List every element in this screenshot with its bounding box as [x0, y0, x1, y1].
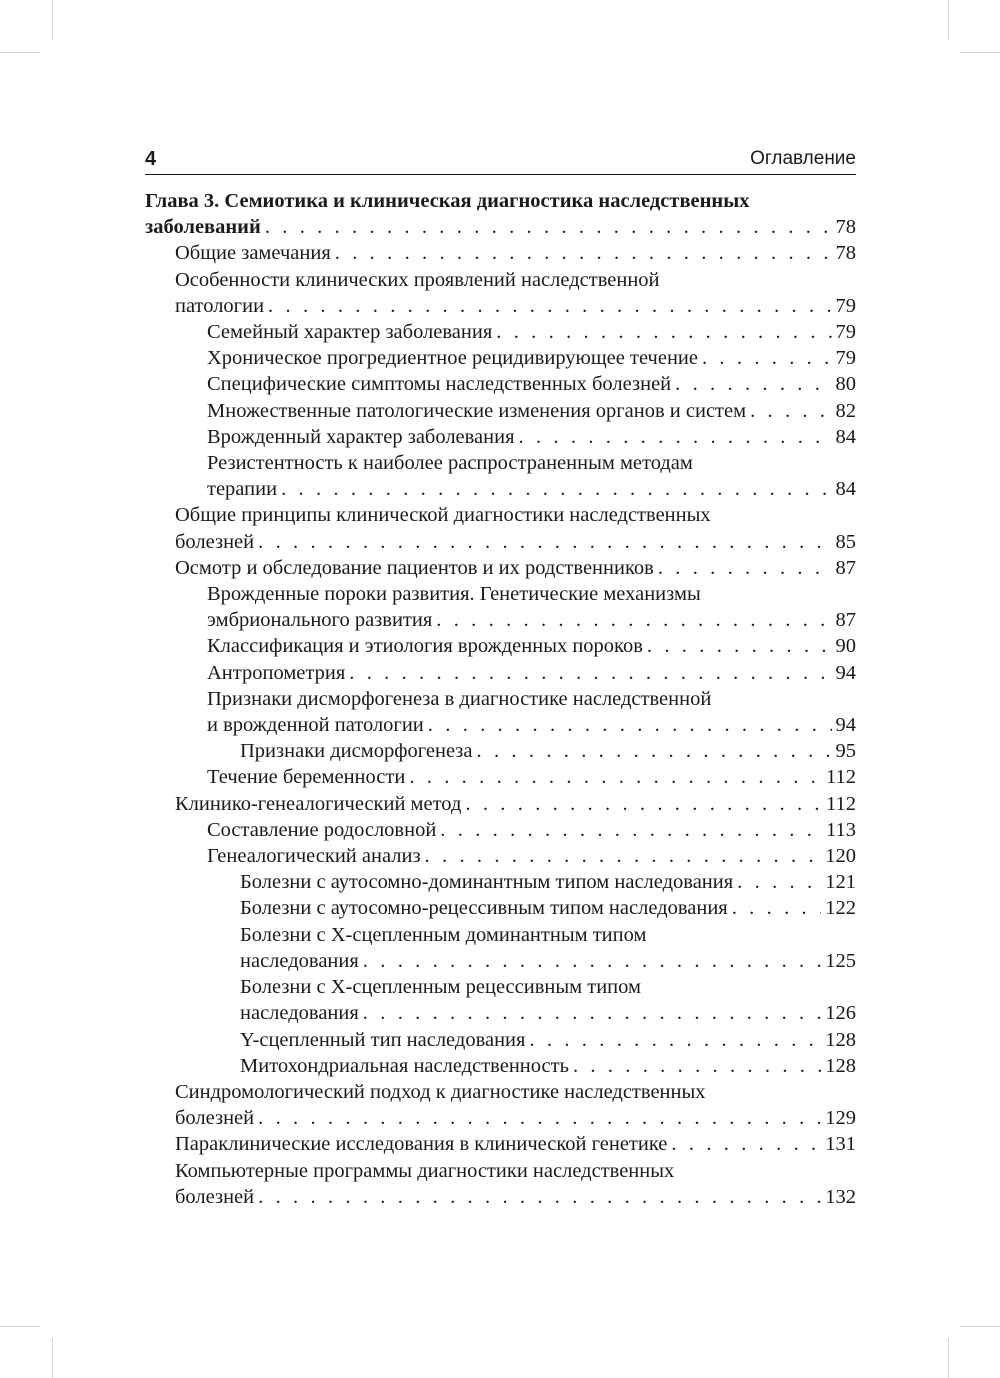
- toc-page-number: 126: [825, 1002, 856, 1025]
- running-title: Оглавление: [750, 148, 856, 169]
- dot-leader: [737, 869, 821, 895]
- toc-line: [240, 1027, 856, 1053]
- toc-line: [207, 686, 856, 712]
- toc-entry: [145, 1158, 856, 1210]
- toc-line: [207, 607, 856, 633]
- toc-page-number: 129: [825, 1107, 856, 1130]
- toc-entry-title: Болезни с Х-сцепленным доминантным типом: [240, 923, 647, 946]
- dot-leader: [425, 843, 822, 869]
- toc-entry: [145, 686, 856, 738]
- toc-entry: [145, 660, 856, 686]
- toc-entry: [145, 1027, 856, 1053]
- dot-leader: [268, 293, 831, 319]
- crop-mark: [0, 52, 40, 53]
- dot-leader: [436, 607, 831, 633]
- toc-line: [175, 502, 856, 528]
- toc-entry-title: Течение беременности: [207, 766, 406, 789]
- toc-entry-title: Митохондриальная наследственность: [240, 1054, 569, 1077]
- toc-page-number: 131: [825, 1133, 856, 1156]
- toc-line: [240, 1000, 856, 1026]
- dot-leader: [409, 764, 822, 790]
- dot-leader: [658, 555, 832, 581]
- dot-leader: [258, 529, 831, 555]
- toc-entry-title: Врожденный характер заболевания: [207, 425, 515, 448]
- toc-page-number: 85: [835, 530, 856, 553]
- toc-entry-title: терапии: [207, 478, 278, 501]
- toc-entry-title: Общие принципы клинической диагностики наследственных: [175, 504, 711, 527]
- toc-entry: [145, 345, 856, 371]
- toc-entry-title: Болезни с Х-сцепленным рецессивным типом: [240, 976, 641, 999]
- toc-entry: [145, 895, 856, 921]
- toc-entry: [145, 371, 856, 397]
- toc-line: [240, 1053, 856, 1079]
- toc-page-number: 79: [835, 347, 856, 370]
- toc-page-number: 113: [826, 818, 856, 841]
- toc-line: [207, 476, 856, 502]
- toc-entry-title: Врожденные пороки развития. Генетические механизмы: [207, 583, 701, 606]
- toc-entry-title: болезней: [175, 1185, 255, 1208]
- toc-line: [175, 1131, 856, 1157]
- toc-entry-title: Специфические симптомы наследственных болезней: [207, 373, 672, 396]
- toc-page-number: 132: [825, 1185, 856, 1208]
- toc-entry-title: Болезни с аутосомно-доминантным типом наследования: [240, 871, 734, 894]
- crop-mark: [960, 52, 1000, 53]
- toc-page-number: 112: [826, 792, 856, 815]
- toc-line: [207, 660, 856, 686]
- toc-entry-title: Клинико-генеалогический метод: [175, 792, 462, 815]
- toc-line: [207, 345, 856, 371]
- toc-line: [207, 450, 856, 476]
- dot-leader: [335, 240, 832, 266]
- toc-entry: [145, 424, 856, 450]
- dot-leader: [265, 214, 832, 240]
- toc-line: [175, 267, 856, 293]
- toc-entry: [145, 974, 856, 1026]
- crop-mark: [52, 1338, 53, 1378]
- crop-mark: [52, 0, 53, 40]
- dot-leader: [349, 660, 831, 686]
- toc-entry-title: Болезни с аутосомно-рецессивным типом наследования: [240, 897, 728, 920]
- toc-entry-title: Параклинические исследования в клинической генетике: [175, 1133, 668, 1156]
- dot-leader: [675, 371, 831, 397]
- toc-page-number: 80: [835, 373, 856, 396]
- dot-leader: [477, 738, 832, 764]
- toc-entry-title: Семейный характер заболевания: [207, 321, 493, 344]
- toc-entry-title: Особенности клинических проявлений наследственной: [175, 268, 660, 291]
- toc-line: [145, 188, 856, 214]
- toc-line: [207, 843, 856, 869]
- toc-entry: [145, 817, 856, 843]
- toc-line: [240, 869, 856, 895]
- toc-entry: [145, 398, 856, 424]
- toc-line: [175, 555, 856, 581]
- toc-entry: [145, 843, 856, 869]
- toc-entry: [145, 319, 856, 345]
- toc-line: [207, 633, 856, 659]
- toc-line: [207, 398, 856, 424]
- toc-entry-title: патологии: [175, 294, 265, 317]
- toc-line: [207, 712, 856, 738]
- table-of-contents: [145, 188, 856, 1210]
- toc-entry: [145, 267, 856, 319]
- toc-page-number: 79: [835, 321, 856, 344]
- toc-entry-title: Осмотр и обследование пациентов и их родственников: [175, 556, 654, 579]
- toc-line: [207, 424, 856, 450]
- toc-entry-title: наследования: [240, 949, 359, 972]
- toc-entry: [145, 869, 856, 895]
- page-header: [145, 148, 856, 175]
- toc-entry: [145, 738, 856, 764]
- dot-leader: [258, 1105, 821, 1131]
- dot-leader: [363, 948, 821, 974]
- toc-entry-title: Антропометрия: [207, 661, 346, 684]
- toc-line: [175, 529, 856, 555]
- toc-entry-title: Резистентность к наиболее распространенным методам: [207, 452, 693, 475]
- dot-leader: [440, 817, 822, 843]
- toc-chapter: [145, 188, 856, 240]
- dot-leader: [732, 895, 822, 921]
- toc-entry-title: Признаки дисморфогенеза в диагностике наследственной: [207, 687, 712, 710]
- toc-line: [175, 293, 856, 319]
- toc-entry: [145, 502, 856, 554]
- toc-page-number: 128: [825, 1028, 856, 1051]
- toc-line: [240, 922, 856, 948]
- toc-page-number: 122: [825, 897, 856, 920]
- toc-line: [175, 1079, 856, 1105]
- toc-page-number: 84: [835, 425, 856, 448]
- dot-leader: [671, 1131, 821, 1157]
- toc-line: [175, 791, 856, 817]
- toc-page-number: 94: [835, 714, 856, 737]
- toc-entry-title: эмбрионального развития: [207, 609, 433, 632]
- toc-line: [240, 895, 856, 921]
- toc-entry-title: Хроническое прогредиентное рецидивирующее течение: [207, 347, 698, 370]
- dot-leader: [258, 1184, 821, 1210]
- toc-entry: [145, 450, 856, 502]
- toc-entry: [145, 1079, 856, 1131]
- toc-page-number: 94: [835, 661, 856, 684]
- dot-leader: [281, 476, 831, 502]
- crop-mark: [948, 1338, 949, 1378]
- toc-entry-title: заболеваний: [145, 216, 261, 239]
- dot-leader: [519, 424, 832, 450]
- toc-entry-title: Признаки дисморфогенеза: [240, 740, 473, 763]
- toc-page-number: 87: [835, 556, 856, 579]
- toc-line: [175, 240, 856, 266]
- toc-entry-title: болезней: [175, 1107, 255, 1130]
- toc-entry-title: Составление родословной: [207, 818, 437, 841]
- toc-entry-title: Множественные патологические изменения органов и систем: [207, 399, 747, 422]
- toc-entry-title: Глава 3. Семиотика и клиническая диагностика наследственных: [145, 190, 750, 212]
- toc-line: [207, 319, 856, 345]
- toc-entry: [145, 1131, 856, 1157]
- toc-page-number: 78: [835, 242, 856, 265]
- toc-entry: [145, 1053, 856, 1079]
- toc-line: [207, 581, 856, 607]
- page-number: 4: [145, 148, 157, 170]
- toc-line: [207, 371, 856, 397]
- toc-entry-title: Y-сцепленный тип наследования: [240, 1028, 526, 1051]
- toc-entry: [145, 581, 856, 633]
- toc-entry-title: Синдромологический подход к диагностике наследственных: [175, 1080, 706, 1103]
- toc-line: [240, 974, 856, 1000]
- toc-line: [175, 1105, 856, 1131]
- toc-page-number: 90: [835, 635, 856, 658]
- toc-line: [240, 738, 856, 764]
- crop-mark: [0, 1326, 40, 1327]
- crop-mark: [960, 1326, 1000, 1327]
- toc-line: [207, 817, 856, 843]
- toc-line: [145, 214, 856, 240]
- dot-leader: [465, 791, 822, 817]
- dot-leader: [647, 633, 832, 659]
- toc-page-number: 95: [835, 740, 856, 763]
- toc-entry-title: болезней: [175, 530, 255, 553]
- toc-page-number: 84: [835, 478, 856, 501]
- dot-leader: [750, 398, 831, 424]
- toc-page-number: 125: [825, 949, 856, 972]
- toc-entry: [145, 555, 856, 581]
- toc-entry: [145, 791, 856, 817]
- dot-leader: [529, 1027, 821, 1053]
- toc-page-number: 78: [835, 216, 856, 239]
- toc-page-number: 112: [826, 766, 856, 789]
- toc-page-number: 79: [835, 294, 856, 317]
- dot-leader: [573, 1053, 821, 1079]
- dot-leader: [496, 319, 831, 345]
- toc-entry-title: Классификация и этиология врожденных пороков: [207, 635, 643, 658]
- toc-page-number: 87: [835, 609, 856, 632]
- toc-line: [175, 1184, 856, 1210]
- toc-page-number: 120: [825, 845, 856, 868]
- dot-leader: [702, 345, 832, 371]
- toc-entry-title: и врожденной патологии: [207, 714, 424, 737]
- toc-entry: [145, 764, 856, 790]
- toc-entry-title: Компьютерные программы диагностики наследственных: [175, 1159, 675, 1182]
- toc-entry: [145, 240, 856, 266]
- crop-mark: [948, 0, 949, 40]
- toc-entry: [145, 633, 856, 659]
- toc-page-number: 128: [825, 1054, 856, 1077]
- toc-page-number: 121: [825, 871, 856, 894]
- toc-page-number: 82: [835, 399, 856, 422]
- dot-leader: [428, 712, 832, 738]
- toc-entry-title: Генеалогический анализ: [207, 845, 421, 868]
- dot-leader: [363, 1000, 821, 1026]
- toc-entry: [145, 922, 856, 974]
- toc-line: [240, 948, 856, 974]
- toc-entry-title: наследования: [240, 1002, 359, 1025]
- toc-line: [207, 764, 856, 790]
- toc-line: [175, 1158, 856, 1184]
- toc-entry-title: Общие замечания: [175, 242, 331, 265]
